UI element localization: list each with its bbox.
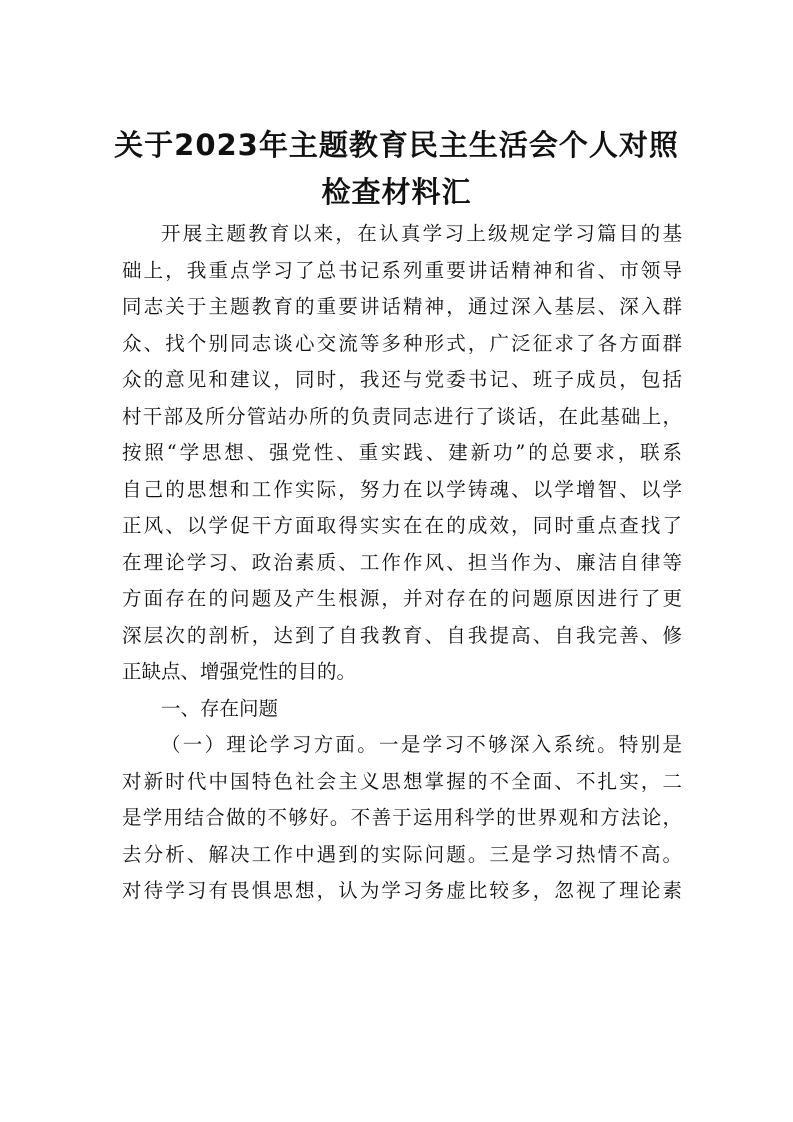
- paragraph-line: 方面存在的问题及产生根源，并对存在的问题原因进行了更: [122, 587, 682, 610]
- paragraph-line: 对待学习有畏惧思想，认为学习务虚比较多，忽视了理论素: [122, 879, 682, 902]
- paragraph-line: 础上，我重点学习了总书记系列重要讲话精神和省、市领导: [122, 258, 682, 282]
- document-title-line-1: 关于2023年主题教育民主生活会个人对照: [114, 128, 679, 162]
- paragraph-line: 按照“学思想、强党性、重实践、建新功”的总要求，联系: [122, 441, 682, 464]
- paragraph-line: （一）理论学习方面。一是学习不够深入系统。特别是: [161, 733, 682, 756]
- section-heading-problems: 一、存在问题: [161, 696, 279, 720]
- paragraph-line: 众的意见和建议，同时，我还与党委书记、班子成员，包括: [122, 368, 682, 391]
- paragraph-line: 自己的思想和工作实际，努力在以学铸魂、以学增智、以学: [122, 477, 682, 501]
- paragraph-line: 是学用结合做的不够好。不善于运用科学的世界观和方法论，: [122, 806, 682, 829]
- paragraph-line: 众、找个别同志谈心交流等多种形式，广泛征求了各方面群: [122, 331, 682, 355]
- paragraph-line: 正缺点、增强党性的目的。: [122, 660, 357, 683]
- paragraph-line: 正风、以学促干方面取得实实在在的成效，同时重点查找了: [122, 514, 682, 537]
- paragraph-line: 对新时代中国特色社会主义思想掌握的不全面、不扎实，二: [122, 769, 682, 793]
- body-paragraph-intro: [122, 216, 682, 910]
- paragraph-line: 深层次的剖析，达到了自我教育、自我提高、自我完善、修: [122, 623, 682, 647]
- paragraph-line: 村干部及所分管站办所的负责同志进行了谈话，在此基础上，: [122, 404, 682, 428]
- paragraph-line: 在理论学习、政治素质、工作作风、担当作为、廉洁自律等: [122, 550, 682, 574]
- document-title-line-2: 检查材料汇: [321, 175, 472, 209]
- paragraph-line: 开展主题教育以来，在认真学习上级规定学习篇目的基: [161, 222, 682, 245]
- paragraph-line: 同志关于主题教育的重要讲话精神，通过深入基层、深入群: [122, 295, 682, 318]
- paragraph-line: 去分析、解决工作中遇到的实际问题。三是学习热情不高。: [122, 842, 682, 866]
